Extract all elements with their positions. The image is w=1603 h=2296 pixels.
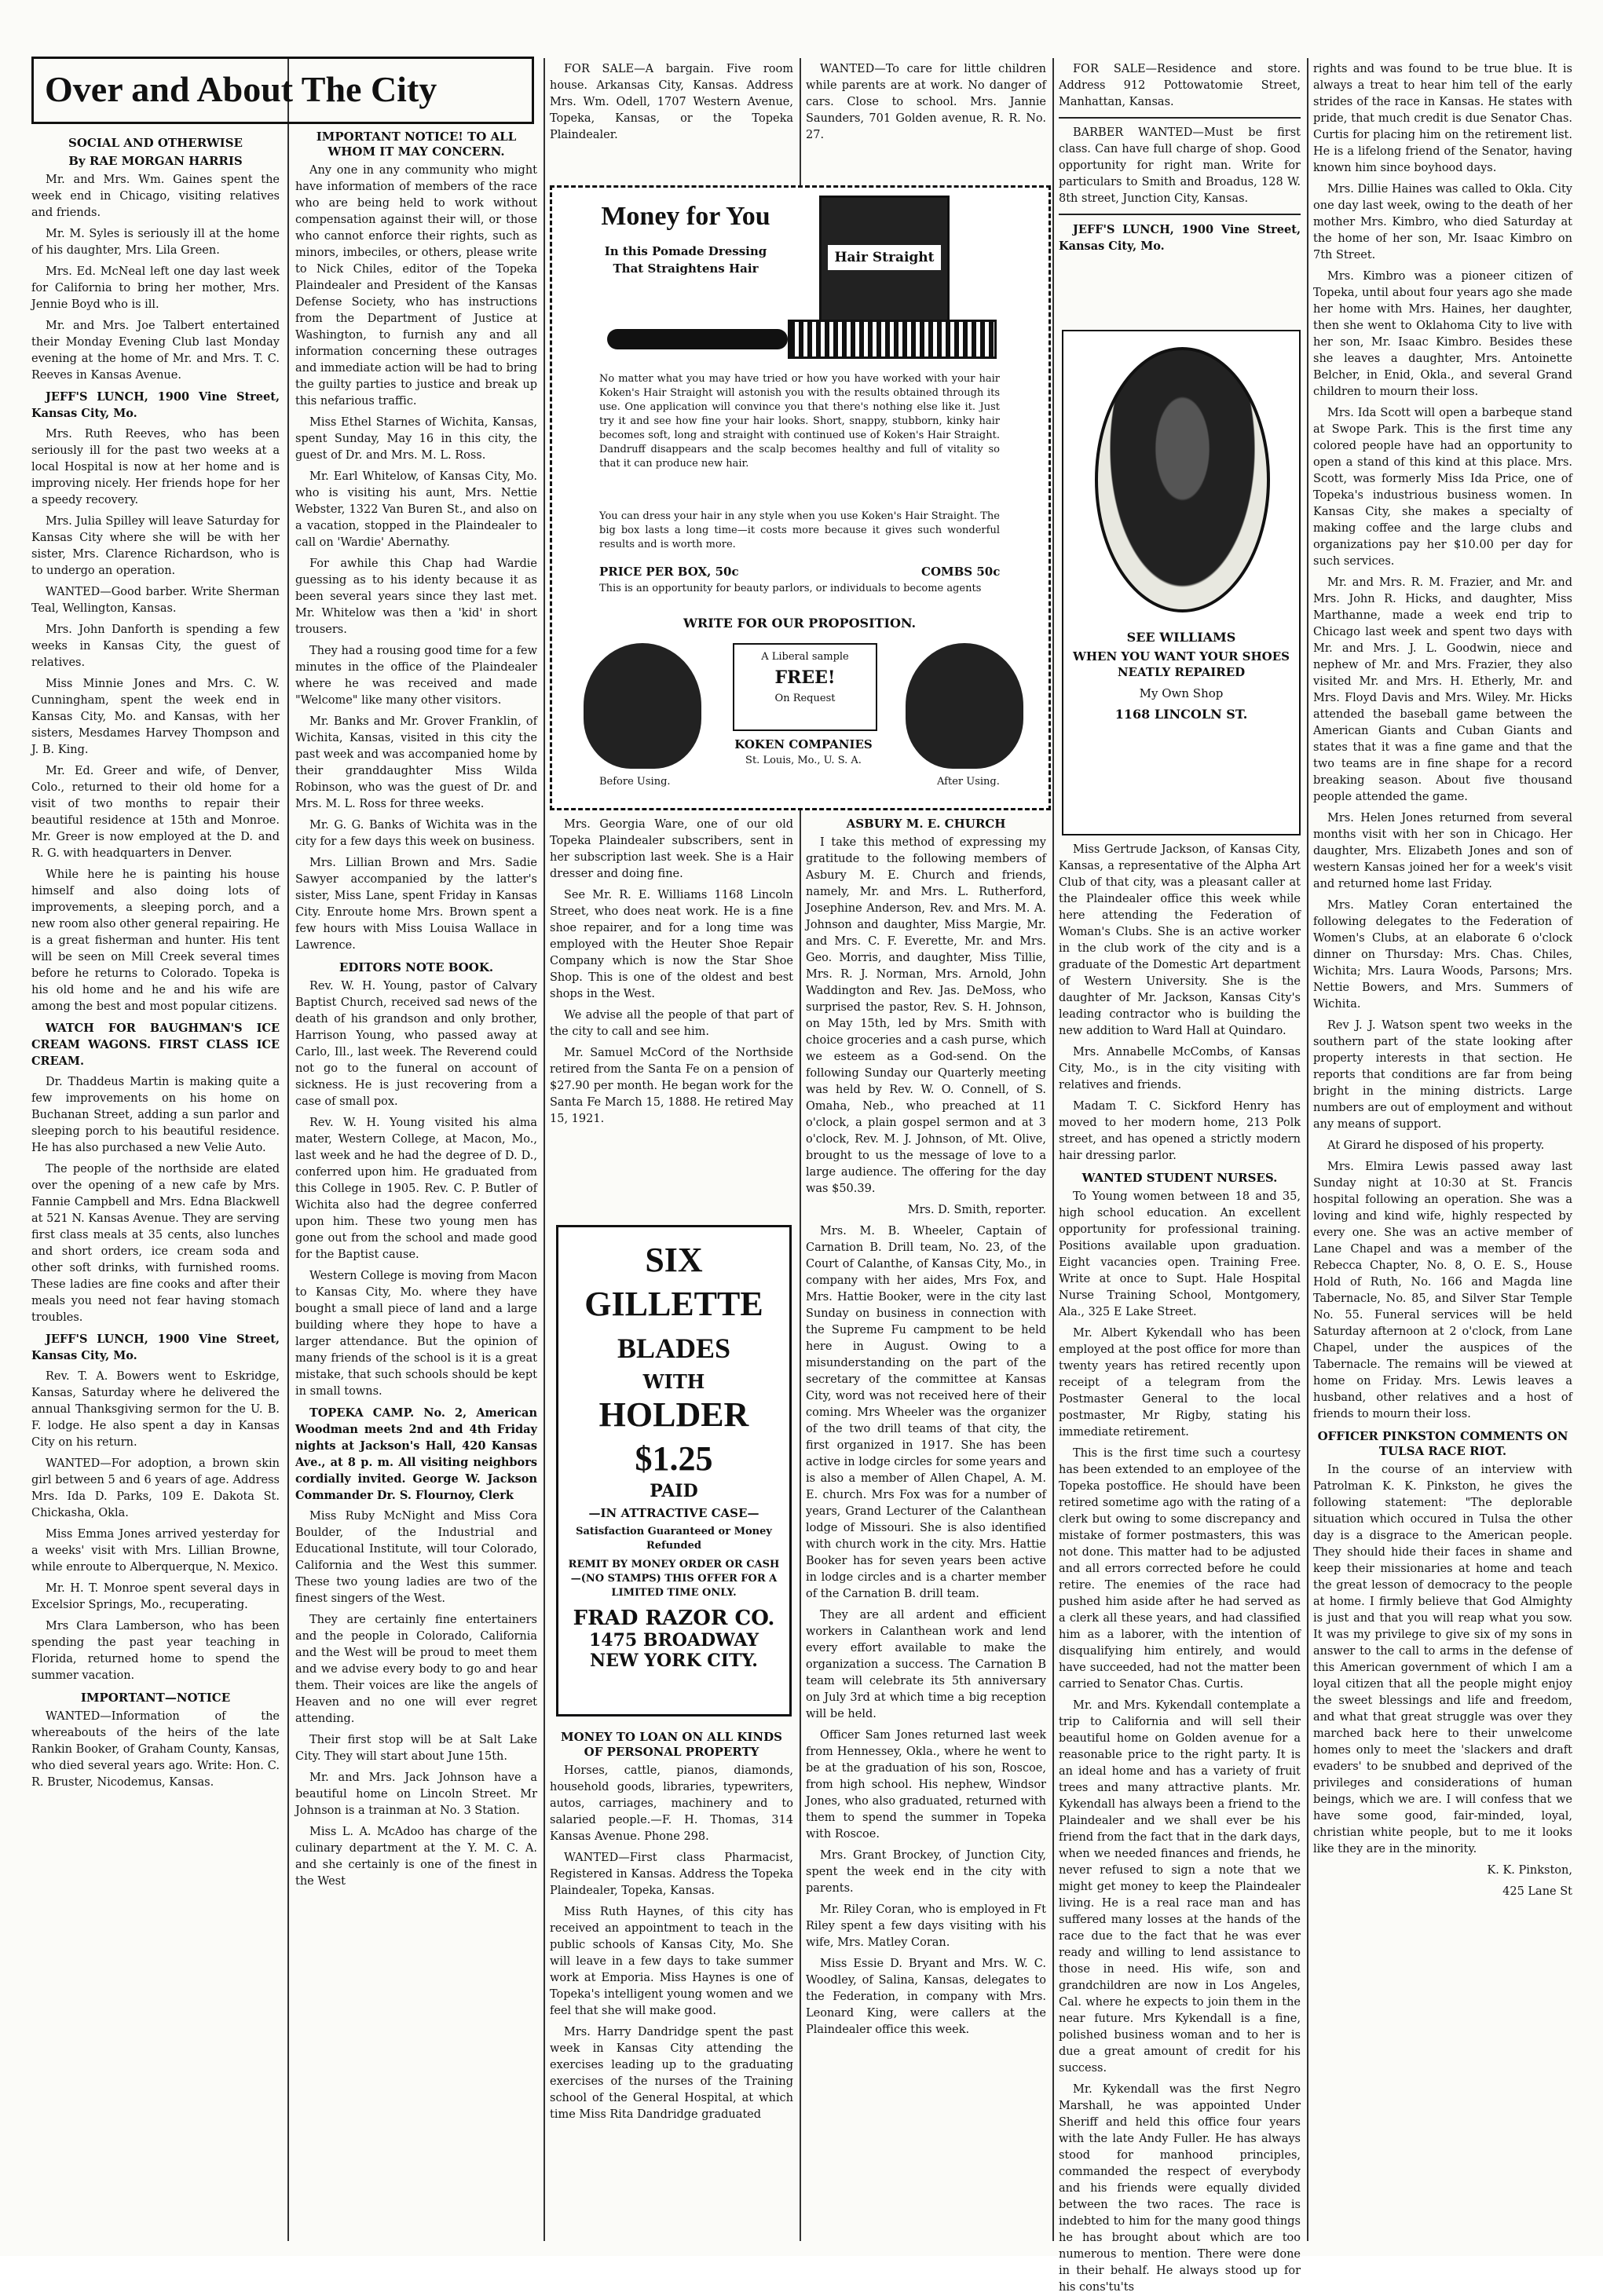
article-paragraph: Mr. Samuel McCord of the Northside retired from the Santa Fe on a pension of $27.90 per month. He began work for the Santa Fe March 15, 1888. He retired May 15, 1921. [550, 1047, 793, 1125]
ad-line: HOLDER [598, 1395, 749, 1434]
article-paragraph: They had a rousing good time for a few minutes in the office of the Plaindealer where he was received and made "Welcome" like many other visitors. [295, 645, 537, 707]
column-5-top [1059, 61, 1301, 320]
ad-line: SIX [645, 1241, 703, 1279]
article-paragraph: Dr. Thaddeus Martin is making quite a few improvements on his home on Buchanan Street, adding a sun parlor and sleeping porch to his beautiful residence. He has also purchased a new Velie Auto. [31, 1076, 280, 1154]
column-rule [543, 58, 545, 2241]
lodge-notice: TOPEKA CAMP. No. 2, American Woodman meets 2nd and 4th Friday nights at Jackson's Hall, 420 Kansas Ave., at 8 p. m. All visiting neighbors cordially invited. George W. Jackson Commander Dr. S. Flournoy, Clerk [295, 1406, 537, 1502]
column-4 [806, 817, 1046, 2250]
divider [1059, 214, 1301, 215]
article-paragraph: Mr. and Mrs. Wm. Gaines spent the week end in Chicago, visiting relatives and friends. [31, 174, 280, 219]
ad-title: Money for You [601, 202, 770, 231]
article-paragraph: Mr. Albert Kykendall who has been employed at the post office for more than twenty years has retired recently upon receipt of a telegram from the Postmaster General to the local postmaster, Mr Rigby, stating his immediate retirement. [1059, 1327, 1301, 1439]
ad-company: FRAD RAZOR CO. [573, 1607, 775, 1630]
classified-ad: WATCH FOR BAUGHMAN'S ICE CREAM WAGONS. FIRST CLASS ICE CREAM. [31, 1022, 280, 1068]
gillette-ad [556, 1225, 792, 1717]
ad-remit: REMIT BY MONEY ORDER OR CASH—(NO STAMPS) THIS OFFER FOR A LIMITED TIME ONLY. [568, 1559, 780, 1599]
article-paragraph: Mrs. M. B. Wheeler, Captain of Carnation B. Drill team, No. 23, of the Court of Calanthe, of Kansas City, Mo., in company with her aides, Mrs Fox, and Mrs. Hattie Booker, were in the city last Sunday on business in connection with the Supreme Fu campment to be held here in August. Owing to a misunderstanding on the part of the secretary of the committee at Kansas City, word was not received here of their coming. Mrs Wheeler was the organizer of the two drill teams of that city, the first organized in 1917. She has been active in lodge circles for some years and is also a member of Allen Chapel, A. M. E. church. Mrs Fox was for a number of years, Grand Lecturer of the Calanthean lodge of Missouri. She is also identified with church work in the city. Mrs. Hattie Booker has for seven years been active in lodge circles and is a charter member of the Carnation B. drill team. [806, 1225, 1046, 1600]
after-portrait [906, 643, 1023, 769]
article-paragraph: Miss Ethel Starnes of Wichita, Kansas, spent Sunday, May 16 in this city, the guest of Dr. and Mrs. M. L. Ross. [295, 416, 537, 462]
article-paragraph: See Mr. R. E. Williams 1168 Lincoln Street, who does neat work. He is a fine shoe repairer, and for a long time was employed with the Heuter Shoe Repair Company which is now the Star Shoe Shop. This is one of the oldest and best shops in the West. [550, 889, 793, 1000]
article-paragraph: WANTED—Information of the whereabouts of the heirs of the late Rankin Booker, of Graham County, Kansas, who died several years ago. Write: Hon. C. R. Bruster, Nicodemus, Kansas. [31, 1710, 280, 1789]
article-paragraph: Mrs. Matley Coran entertained the following delegates to the Federation of Women's Clubs, at an elaborate 6 o'clock dinner on Thursday: Mrs. Chas. Chiles, Wichita; Mrs. Laura Woods, Parsons; Mrs. Nettie Bowers, and Mrs. Summers of Wichita. [1313, 899, 1572, 1011]
classified-ad: Horses, cattle, pianos, diamonds, household goods, libraries, typewriters, autos, carriages, machinery and to salaried people.—F. H. Thomas, 314 Kansas Avenue. Phone 298. [550, 1764, 793, 1843]
ad-price: PRICE PER BOX, 50c [599, 565, 739, 579]
article-paragraph: Rev J. J. Watson spent two weeks in the southern part of the state looking after property interests in that section. He reports that conditions are far from being bright in the mining districts. Large numbers are out of employment and without any means of support. [1313, 1019, 1572, 1131]
article-paragraph: They are all ardent and efficient workers in Calanthean work and lend every effort available to make the organization a success. The Carnation B team will celebrate its 5th anniversary on July 3rd at which time a big reception will be held. [806, 1609, 1046, 1720]
column-6 [1313, 61, 1572, 2250]
signature-address: 425 Lane St [1502, 1885, 1572, 1898]
article-paragraph: Mrs. Ed. McNeal left one day last week for California to bring her mother, Mrs. Jennie Boyd who is ill. [31, 265, 280, 311]
article-paragraph: Mrs. Dillie Haines was called to Okla. City one day last week, owing to the death of her mother Mrs. Kimbro, who died Saturday at the home of her son, Mr. Isaac Kimbro on 7th Street. [1313, 183, 1572, 261]
article-paragraph: Rev. W. H. Young visited his alma mater, Western College, at Macon, Mo., last week and he had the degree of D. D., conferred upon him. He graduated from this College in 1905. Rev. C. P. Butler of Wichita also had the degree conferred upon him. These two young men has gone out from the school and made good for the Baptist cause. [295, 1117, 537, 1261]
article-paragraph: Mrs. Grant Brockey, of Junction City, spent the week end in the city with parents. [806, 1849, 1046, 1895]
article-paragraph: Mrs Clara Lamberson, who has been spending the past year teaching in Florida, returned home to spend the summer vacation. [31, 1620, 280, 1682]
ad-address: 1475 BROADWAY [588, 1630, 759, 1651]
ad-city: NEW YORK CITY. [590, 1651, 758, 1671]
article-paragraph: They are certainly fine entertainers and the people in Colorado, California and the West will be proud to meet them and we advise every body to go and hear them. Their voices are like the angels of Heaven and no one will ever regret attending. [295, 1614, 537, 1725]
article-paragraph: I take this method of expressing my gratitude to the following members of Asbury M. E. Church and friends, namely, Mr. and Mrs. L. Rutherford, Josephine Anderson, Rev. and Mrs. M. A. Johnson and daughter, Miss Margie, Mr. and Mrs. C. F. Everette, Mr. and Mrs. Geo. Morris, and daughter, Miss Tillie, Mrs. R. J. Norman, Mrs. Arnold, John Waddington and Rev. Jas. DeMoss, who surprised the pastor, Rev. S. H. Johnson, on May 15th, led by Mrs. Smith with choice groceries and a cash purse, which we esteem as a God-send. On the following Sunday our Quarterly meeting was held by Rev. W. O. Connell, of S. Omaha, Neb., who preached at 11 o'clock, a plain gospel sermon and at 3 o'clock, Rev. M. J. Johnson, of Mt. Olive, brought to us the message of love to a large audience. The offering for the day was $50.39. [806, 836, 1046, 1195]
article-paragraph: Mr. Kykendall was the first Negro Marshall, he was appointed Under Sheriff and held this office four years with the late Andy Fuller. He has always stood for manhood principles, commanded the respect of everybody and his friends were equally divided between the two races. The race is indebted to him for the many good things he has brought about which are too numerous to mention. There were done in their behalf. He always stood up for his cons'tu'ts [1059, 2083, 1301, 2294]
article-paragraph: We advise all the people of that part of the city to call and see him. [550, 1009, 793, 1038]
article-paragraph: Miss Essie D. Bryant and Mrs. W. C. Woodley, of Salina, Kansas, delegates to the Federation, in company with Mrs. Leonard King, were callers at the Plaindealer office this week. [806, 1958, 1046, 2036]
comb-icon [607, 298, 1000, 360]
article-paragraph: In the course of an interview with Patrolman K. K. Pinkston, he gives the following statement: "The deplorable situation which occured in Tulsa the other day is a disgrace to the American people. They should hide their faces in shame and keep their missionaries at home and teach the great lesson of democracy to the people at home. I firmly believe that God Almighty is just and that you will reap what you sow. It was my privilege to give six of my sons in answer to the call to arms in the defense of this American government of which I am a loyal citizen that all the people might enjoy the sweet blessings and life and freedom, and what that great struggle was over they marched back here to their unwelcome homes only to meet the 'slackers and draft evaders' to be snubbed and deprived of the privileges and considerations of human beings, which we are. I will confess that we have some good, fair-minded, loyal, christian white people, but to me it looks like they are in the minority. [1313, 1464, 1572, 1855]
ad-opportunity: This is an opportunity for beauty parlors, or individuals to become agents [599, 583, 982, 594]
article-paragraph: While here he is painting his house himself and also doing lots of improvements, a sleeping porch, and a new room also other general repairing. He is a great fisherman and hunter. His tent will be seen on Mill Creek several times before he returns to Colorado. Topeka is his old home and he and his wife are among the best and most popular citizens. [31, 868, 280, 1013]
article-paragraph: Mr. Earl Whitelow, of Kansas City, Mo. who is visiting his aunt, Mrs. Nettie Webster, 1322 Van Buren St., and also on a vacation, stopped in the Plaindealer to call on 'Wardie' Abernathy. [295, 470, 537, 549]
article-paragraph: The people of the northside are elated over the opening of a new cafe by Mrs. Fannie Campbell and Mrs. Edna Blackwell at 521 N. Kansas Avenue. They are serving first class meals at 35 cents, also lunches and short orders, ice cream soda and other soft drinks, with furnished rooms. These ladies are fine cooks and after their meals you need not fear having stomach troubles. [31, 1163, 280, 1324]
article-paragraph: Miss Ruth Haynes, of this city has received an appointment to teach in the public schools of Kansas City, Mo. She will leave in a few days to take summer work at Emporia. Miss Haynes is one of Topeka's intelligent young women and we feel that she will make good. [550, 1906, 793, 2017]
ad-line: My Own Shop [1139, 686, 1224, 700]
ad-satisfaction: Satisfaction Guaranteed or Money Refunded [576, 1526, 772, 1552]
article-paragraph: Mr. and Mrs. Joe Talbert entertained their Monday Evening Club last Monday evening at the home of Mr. and Mrs. T. C. Reeves in Kansas Avenue. [31, 320, 280, 382]
ad-line: WHEN YOU WANT YOUR SHOES NEATLY REPAIRED [1073, 649, 1290, 679]
ad-subtitle: In this Pomade Dressing [604, 244, 767, 258]
divider [1059, 117, 1301, 119]
section-heading: MONEY TO LOAN ON ALL KINDS OF PERSONAL PROPERTY [561, 1730, 782, 1759]
article-paragraph: Mrs. Elmira Lewis passed away last Sunday night at 10:30 at St. Francis hospital following an operation. She was a loving and kind wife, highly respected by every one. She was an active member of Lane Chapel and was a member of the Rebecca Chapter, No. 8, O. E. S., House Hold of Ruth, No. 166 and Magda line Tabernacle, No. 85, and Silver Star Temple No. 55. Funeral services will be held Saturday afternoon at 2 o'clock, from Lane Chapel, under the auspices of the Tabernacle. The remains will be viewed at home on Friday. Mrs. Lewis leaves a husband, other relatives and a host of friends to mourn their loss. [1313, 1161, 1572, 1420]
before-caption: Before Using. [599, 776, 671, 788]
article-paragraph: Mrs. Julia Spilley will leave Saturday for Kansas City where she will be with her sister, Mrs. Clarence Richardson, who is to undergo an operation. [31, 515, 280, 577]
classified-ad: WANTED—To care for little children while parents are at work. No danger of cars. Close to school. Mrs. Jannie Saunders, 701 Golden avenue, R. R. No. 27. [806, 63, 1046, 141]
ad-price: $1.25 [635, 1439, 713, 1478]
ad-address: 1168 LINCOLN ST. [1114, 707, 1248, 722]
byline-author: By RAE MORGAN HARRIS [68, 154, 243, 168]
section-heading: ASBURY M. E. CHURCH [846, 817, 1006, 831]
article-paragraph: Their first stop will be at Salt Lake City. They will start about June 15th. [295, 1734, 537, 1763]
sample-free: FREE! [774, 667, 836, 688]
classified-ad: FOR SALE—A bargain. Five room house. Arkansas City, Kansas. Address Mrs. Wm. Odell, 1707 Western Avenue, Topeka, Kansas, or the Topeka Plaindealer. [550, 63, 793, 141]
column-3-bottom [550, 1724, 793, 2250]
classified-ad: FOR SALE—Residence and store. Address 912 Pottowatomie Street, Manhattan, Kansas. [1059, 63, 1301, 108]
article-paragraph: rights and was found to be true blue. It is always a treat to hear him tell of the early strides of the race in Kansas. He states with pride, that much credit is due Senator Chas. Curtis for placing him on the retirement list. He is a lifelong friend of the Senator, having known him since boyhood days. [1313, 63, 1572, 174]
article-paragraph: Mr. and Mrs. R. M. Frazier, and Mr. and Mrs. John R. Hicks, and daughter, Miss Marthanne, made a week end trip to Chicago last week and spent two days with Mr. and Mrs. J. L. Goodwin, niece and nephew of Mr. and Mrs. Frazier, they also visited Mr. and Mrs. H. Etherly, Mr. and Mrs. Floyd Davis and Mrs. Wiley. Mr. Hicks attended the baseball game between the American Giants and Cuban Giants and states that it was a fine game and that the two teams are in fine shape for a record breaking season. About five thousand people attended the game. [1313, 576, 1572, 803]
sample-box [733, 643, 877, 731]
article-paragraph: Mrs. Kimbro was a pioneer citizen of Topeka, until about four years ago she made her home with Mrs. Haines, her daughter, then she went to Oklahoma City to live with her son, Mr. Isaac Kimbro. Besides these she leaves a daughter, Mrs. Antoinette Belcher, in Enid, Okla., and several Grand children to mourn their loss. [1313, 270, 1572, 398]
can-label: Hair Straight [828, 245, 941, 270]
article-paragraph: Western College is moving from Macon to Kansas City, Mo. where they have bought a small piece of land and a large building where they hope to have a larger attendance. But the opinion of many friends of the school is it is a great mistake, that such schools should be kept in small towns. [295, 1270, 537, 1398]
sample-request: On Request [774, 693, 836, 704]
classified-ad: BARBER WANTED—Must be first class. Can have full charge of shop. Good opportunity for right man. Write for particulars to Smith and Broadus, 128 W. 8th street, Junction City, Kansas. [1059, 126, 1301, 205]
byline-title: SOCIAL AND OTHERWISE [68, 136, 243, 150]
column-1 [31, 130, 280, 2250]
column-3-middle [550, 817, 793, 1217]
classified-ad: JEFF'S LUNCH, 1900 Vine Street, Kansas City, Mo. [1059, 223, 1301, 253]
williams-shoe-ad [1062, 330, 1301, 835]
section-heading: EDITORS NOTE BOOK. [339, 960, 494, 974]
article-paragraph: Mrs. Ruth Reeves, who has been seriously ill for the past two weeks at a local Hospital is now at her home and is improving nicely. Her friends hope for her a speedy recovery. [31, 428, 280, 506]
article-paragraph: Mrs. John Danforth is spending a few weeks in Kansas City, the guest of relatives. [31, 623, 280, 669]
classified-for-sale-house [550, 61, 793, 179]
ad-line: GILLETTE [584, 1285, 763, 1323]
article-paragraph: Rev. W. H. Young, pastor of Calvary Baptist Church, received sad news of the death of his grandson and only brother, Harrison Young, who passed away at Carlo, Ill., last week. The Reverend could not go to the funeral on account of sickness. He is just recovering from a case of small pox. [295, 980, 537, 1108]
article-paragraph: Mrs. Annabelle McCombs, of Kansas City, Mo., is in the city visiting with relatives and friends. [1059, 1046, 1301, 1091]
section-heading: IMPORTANT—NOTICE [80, 1691, 231, 1705]
article-paragraph: Mr. Ed. Greer and wife, of Denver, Colo., returned to their old home for a visit of two months to repair their beautiful residence at 15th and Monroe. Mr. Greer is now employed at the D. and R. G. with headquarters in Denver. [31, 765, 280, 860]
section-heading: IMPORTANT NOTICE! TO ALL WHOM IT MAY CONCERN. [316, 130, 517, 159]
article-paragraph: Miss Gertrude Jackson, of Kansas City, Kansas, a representative of the Alpha Art Club of that city, was a pleasant caller at the Plaindealer office this week while here attending the Federation of Woman's Clubs. She is an active worker in the club work of the city and is a graduate of the Domestic Art department of Western University. She is the daughter of Mr. Jackson, Kansas City's leading contractor who is building the new addition to Ward Hall at Quindaro. [1059, 843, 1301, 1037]
article-paragraph: At Girard he disposed of his property. [1327, 1139, 1545, 1152]
ad-body: No matter what you may have tried or how you have worked with your hair Koken's Hair Straight will astonish you with the results obtained through its use. One application will convince you that there's nothing else like it. Just try it and see how fine your hair looks. Short, snappy, stubborn, kinky hair becomes soft, long and straight with continued use of Koken's Hair Straight. Dandruff disappears and the scalp becomes healthy and full of vitality so that it can produce new hair. [599, 373, 1000, 470]
article-paragraph: Mr. and Mrs. Kykendall contemplate a trip to California and will sell their beautiful home on Golden avenue for a reasonable price to the right party. It is an ideal home and has a variety of fruit trees and many attractive plants. Mr. Kykendall has always been a friend to the Plaindealer and we shall ever be his friend from the fact that in the dark days, when we needed finances and friends, he never refused to sign a note that we might get money to keep the Plaindealer living. He is a real race man and has suffered many losses at the hands of the race due to the fact that he was ever ready and willing to lend assistance to those in need. His wife, son and grandchildren are now in Los Angeles, Cal. where he expects to join them in the near future. Mrs Kykendall is a fine, polished business woman and to her is due a great amount of credit for his success. [1059, 1699, 1301, 2075]
classified-ad: WANTED—First class Pharmacist, Registered in Kansas. Address the Topeka Plaindealer, Topeka, Kansas. [550, 1852, 793, 1897]
article-paragraph: Mrs. Georgia Ware, one of our old Topeka Plaindealer subscribers, sent in her subscription last week. She is a Hair dresser and doing fine. [550, 818, 793, 880]
ad-paid: PAID [650, 1481, 698, 1501]
classified-ad: WANTED—Good barber. Write Sherman Teal, Wellington, Kansas. [31, 586, 280, 615]
ad-subtitle: That Straightens Hair [613, 261, 759, 276]
article-paragraph: Mr. Banks and Mr. Grover Franklin, of Wichita, Kansas, visited in this city the past week and was accompanied home by their granddaughter Miss Wilda Robinson, who was the guest of Dr. and Mrs. M. L. Ross for three weeks. [295, 715, 537, 810]
classified-child-care [806, 61, 1046, 179]
article-paragraph: Miss L. A. McAdoo has charge of the culinary department at the Y. M. C. A. and she certainly is one of the finest in the West [295, 1826, 537, 1888]
section-heading: OFFICER PINKSTON COMMENTS ON TULSA RACE RIOT. [1317, 1429, 1568, 1458]
portrait-oval [1095, 347, 1270, 612]
article-paragraph: For awhile this Chap had Wardie guessing as to his identy because it as been several years since they last met. Mr. Whitelow was then a 'kid' in short trousers. [295, 558, 537, 636]
company-city: St. Louis, Mo., U. S. A. [745, 755, 862, 766]
article-paragraph: Mr. H. T. Monroe spent several days in Excelsior Springs, Mo., recuperating. [31, 1582, 280, 1611]
ad-combs-price: COMBS 50c [921, 565, 1001, 579]
article-paragraph: Any one in any community who might have information of members of the race who are being held to work without compensation against their will, or those who cannot enforce their rights, such as minors, imbeciles, or others, please write to Nick Chiles, editor of the Topeka Plaindealer and President of the Kansas Defense Society, who has instructions from the Department of Justice at Washington, to furnish any and all information concerning these outrages and immediate action will be had to bring the guilty parties to justice and break up this nefarious traffic. [295, 164, 537, 408]
article-paragraph: Mr. M. Syles is seriously ill at the home of his daughter, Mrs. Lila Green. [31, 228, 280, 257]
article-paragraph: Madam T. C. Sickford Henry has moved to her modern home, 213 Polk street, and has opened a strictly modern hair dressing parlor. [1059, 1100, 1301, 1162]
signature: K. K. Pinkston, [1487, 1864, 1572, 1877]
classified-ad: JEFF'S LUNCH, 1900 Vine Street, Kansas City, Mo. [31, 390, 280, 420]
article-paragraph: Miss Ruby McNight and Miss Cora Boulder, of the Industrial and Educational Institute, will tour Colorado, California and the West this summer. These two young ladies are two of the finest singers of the West. [295, 1510, 537, 1605]
classified-ad: JEFF'S LUNCH, 1900 Vine Street, Kansas City, Mo. [31, 1333, 280, 1362]
column-rule [1052, 58, 1054, 2241]
article-paragraph: Miss Emma Jones arrived yesterday for a weeks' visit with Mrs. Lillian Browne, while enroute to Alberquerque, N. Mexico. [31, 1528, 280, 1574]
before-portrait [584, 643, 701, 769]
column-2 [295, 130, 537, 2250]
column-5 [1059, 842, 1301, 2294]
masthead: Over and About The City [31, 57, 534, 124]
section-heading: WANTED STUDENT NURSES. [1081, 1171, 1278, 1185]
column-rule [287, 58, 289, 2241]
article-paragraph: Mr. and Mrs. Jack Johnson have a beautiful home on Lincoln Street. Mr Johnson is a trainman at No. 3 Station. [295, 1771, 537, 1817]
article-paragraph: Mr. Riley Coran, who is employed in Ft Riley spent a few days visiting with his wife, Mrs. Matley Coran. [806, 1903, 1046, 1949]
classified-ad: WANTED—For adoption, a brown skin girl between 5 and 6 years of age. Address Mrs. Ida D. Parks, 109 E. Dakota St. Chickasha, Okla. [31, 1457, 280, 1519]
article-paragraph: To Young women between 18 and 35, high school education. An excellent opportunity for professional training. Positions available upon graduation. Eight vacancies open. Training Free. Write at once to Supt. Hale Hospital Nurse Training School, Montgomery, Ala., 325 E Lake Street. [1059, 1190, 1301, 1318]
ad-line: SEE WILLIAMS [1126, 630, 1236, 645]
koken-hair-ad [550, 185, 1051, 810]
article-paragraph: This is the first time such a courtesy has been extended to an employee of the Topeka postoffice. He should have been retired sometime ago with the rating of a clerk but owing to some discrepancy and mistake of former postmasters, this was not done. This matter had to be adjusted and all errors corrected before he could retire. The enemies of the race had pushed him aside after he had served as a clerk all these years, and had classified him as a laborer, with the intention of disqualifying him entirely, and would have succeeded, had not the matter been carried to Senator Chas. Curtis. [1059, 1447, 1301, 1691]
article-paragraph: Mrs. Ida Scott will open a barbeque stand at Swope Park. This is the first time any colored people have had an opportunity to open a stand of this kind at this place. Mrs. Scott, was formerly Miss Ida Price, one of Topeka's industrious business women. In Kansas City, she makes a specialty of making coffee and the large clubs and organizations pay her $10.00 per day for such services. [1313, 407, 1572, 568]
ad-line: WITH [642, 1370, 705, 1393]
ad-case: —IN ATTRACTIVE CASE— [588, 1506, 759, 1520]
ad-line: BLADES [617, 1333, 731, 1364]
article-paragraph: Officer Sam Jones returned last week from Hennessey, Okla., where he went to be at the graduation of his son, Roscoe, from high school. His nephew, Windsor Jones, who also graduated, returned with them to spend the summer in Topeka with Roscoe. [806, 1729, 1046, 1841]
after-caption: After Using. [937, 776, 1000, 788]
article-paragraph: Mr. G. G. Banks of Wichita was in the city for a few days this week on business. [295, 819, 537, 848]
ad-write: WRITE FOR OUR PROPOSITION. [683, 616, 917, 631]
signature: Mrs. D. Smith, reporter. [907, 1204, 1046, 1216]
column-rule [1307, 58, 1308, 2241]
article-paragraph: Mrs. Harry Dandridge spent the past week in Kansas City attending the exercises leading up to the graduating exercises of the nurses of the Training school of the General Hospital, at which time Miss Rita Dandridge graduated [550, 2026, 793, 2121]
article-paragraph: Rev. T. A. Bowers went to Eskridge, Kansas, Saturday where he delivered the annual Thanksgiving sermon for the U. B. F. lodge. He also spent a day in Kansas City on his return. [31, 1370, 280, 1449]
company-name: KOKEN COMPANIES [734, 737, 873, 751]
sample-text: A Liberal sample [761, 651, 849, 663]
article-paragraph: Mrs. Helen Jones returned from several months visit with her son in Chicago. Her daughter, Mrs. Elizabeth Jones and son of western Kansas joined her for a week's visit and returned home last Friday. [1313, 812, 1572, 890]
ad-body: You can dress your hair in any style when you use Koken's Hair Straight. The big box lasts a long time—it costs more because it gives such wonderful results and is worth more. [599, 510, 1000, 550]
article-paragraph: Mrs. Lillian Brown and Mrs. Sadie Sawyer accompanied by the latter's sister, Miss Lane, spent Friday in Kansas City. Enroute home Mrs. Brown spent a few hours with Miss Louisa Wallace in Lawrence. [295, 857, 537, 952]
article-paragraph: Miss Minnie Jones and Mrs. C. W. Cunningham, spent the week end in Kansas City, Mo. and Kansas, with her sisters, Mesdames Harvey Thompson and J. B. King. [31, 678, 280, 756]
